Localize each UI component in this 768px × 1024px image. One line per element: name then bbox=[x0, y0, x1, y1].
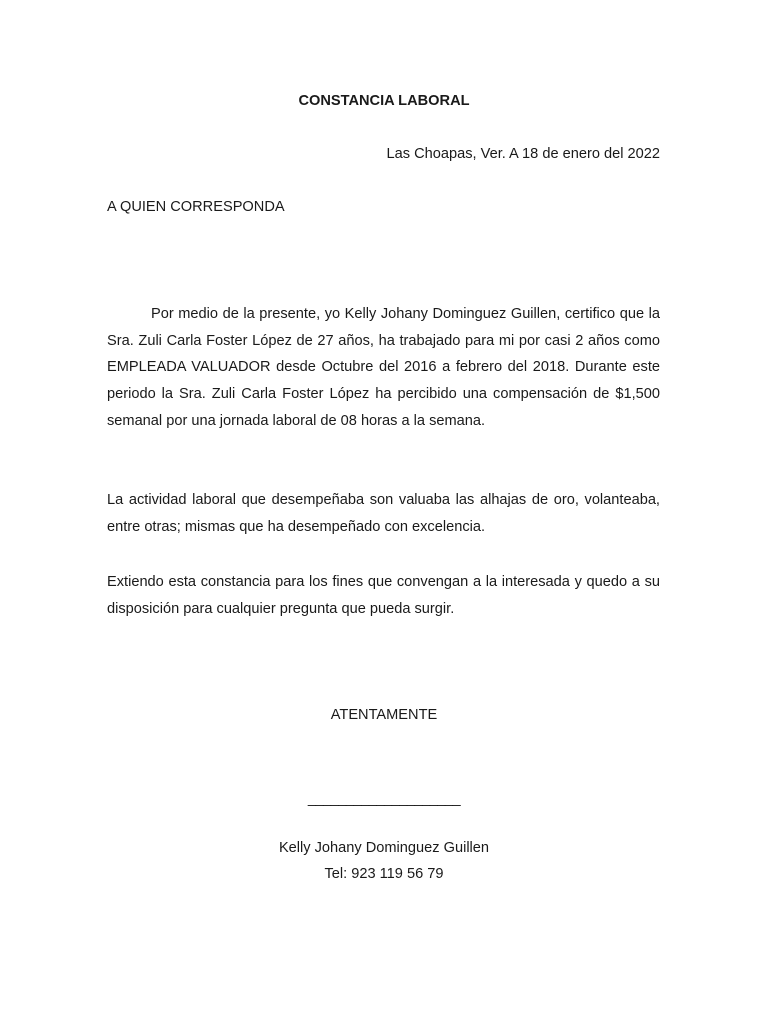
signer-name: Kelly Johany Dominguez Guillen bbox=[278, 840, 490, 856]
document-title: CONSTANCIA LABORAL bbox=[298, 93, 470, 109]
place-date: Las Choapas, Ver. A 18 de enero del 2022 bbox=[386, 146, 660, 162]
salutation: A QUIEN CORRESPONDA bbox=[107, 199, 285, 215]
signer-phone: Tel: 923 119 56 79 bbox=[324, 866, 444, 882]
closing: ATENTAMENTE bbox=[330, 707, 438, 723]
signature-line: ____________________ bbox=[307, 791, 461, 807]
body-paragraph-3: Extiendo esta constancia para los fines que convengan a la interesada y quedo a su disposición para cualquier pregunta que pueda surgir. bbox=[107, 574, 660, 617]
body-paragraph-2: La actividad laboral que desempeñaba son valuaba las alhajas de oro, volanteaba, entre otras; mismas que ha desempeñado con excelencia. bbox=[107, 492, 660, 535]
body-paragraph-1: Por medio de la presente, yo Kelly Johany Dominguez Guillen, certifico que la Sra. Zuli Carla Foster López de 27 años, ha trabajado para mi por casi 2 años como EMPLEADA VALUADOR desde Octubre del 2016 a febrero del 2018. Durante este periodo la Sra. Zuli Carla Foster López ha percibido una compensación de $1,500 semanal por una jornada laboral de 08 horas a la semana. bbox=[107, 306, 660, 429]
